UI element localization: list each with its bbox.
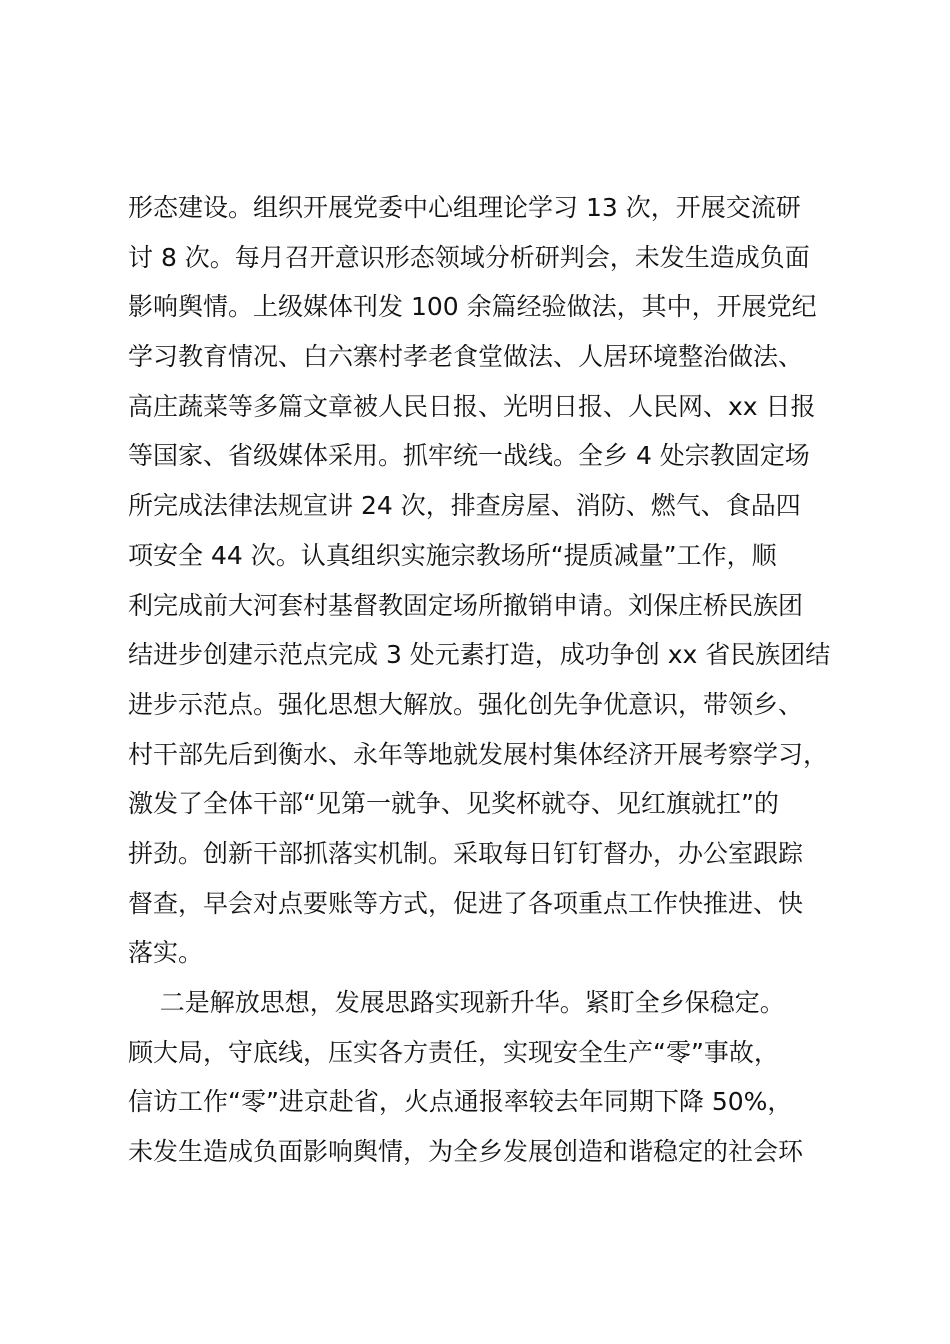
text-line: 利完成前大河套村基督教固定场所撤销申请。刘保庄桥民族团 bbox=[128, 590, 804, 620]
text-line: 结进步创建示范点完成 3 处元素打造，成功争创 xx 省民族团结 bbox=[128, 640, 831, 670]
text-line: 拼劲。创新干部抓落实机制。采取每日钉钉督办，办公室跟踪 bbox=[128, 838, 804, 868]
text-line: 激发了全体干部“见第一就争、见奖杯就夺、见红旗就扛”的 bbox=[128, 789, 779, 819]
text-line: 所完成法律法规宣讲 24 次，排查房屋、消防、燃气、食品四 bbox=[128, 491, 801, 521]
text-line: 落实。 bbox=[128, 938, 204, 968]
body-paragraph-1 bbox=[128, 183, 848, 978]
text-line: 督查，早会对点要账等方式，促进了各项重点工作快推进、快 bbox=[128, 888, 804, 918]
text-line: 进步示范点。强化思想大解放。强化创先争优意识，带领乡、 bbox=[128, 689, 804, 719]
text-line: 村干部先后到衡水、永年等地就发展村集体经济开展考察学习， bbox=[128, 739, 829, 769]
text-line: 等国家、省级媒体采用。抓牢统一战线。全乡 4 处宗教固定场 bbox=[128, 441, 810, 471]
text-line: 顾大局，守底线，压实各方责任，实现安全生产“零”事故， bbox=[128, 1037, 779, 1067]
text-line: 信访工作“零”进京赴省，火点通报率较去年同期下降 50%， bbox=[128, 1087, 793, 1117]
text-line: 形态建设。组织开展党委中心组理论学习 13 次，开展交流研 bbox=[128, 193, 801, 222]
text-line: 高庄蔬菜等多篇文章被人民日报、光明日报、人民网、xx 日报 bbox=[128, 391, 816, 421]
text-line: 项安全 44 次。认真组织实施宗教场所“提质减量”工作，顺 bbox=[128, 540, 777, 570]
text-line: 二是解放思想，发展思路实现新升华。紧盯全乡保稳定。 bbox=[128, 988, 785, 1017]
text-line: 未发生造成负面影响舆情，为全乡发展创造和谐稳定的社会环 bbox=[128, 1137, 804, 1167]
text-line: 讨 8 次。每月召开意识形态领域分析研判会，未发生造成负面 bbox=[128, 242, 810, 272]
text-line: 学习教育情况、白六寨村孝老食堂做法、人居环境整治做法、 bbox=[128, 342, 804, 372]
text-line: 影响舆情。上级媒体刊发 100 余篇经验做法，其中，开展党纪 bbox=[128, 292, 817, 322]
body-paragraph-2 bbox=[128, 978, 848, 1177]
